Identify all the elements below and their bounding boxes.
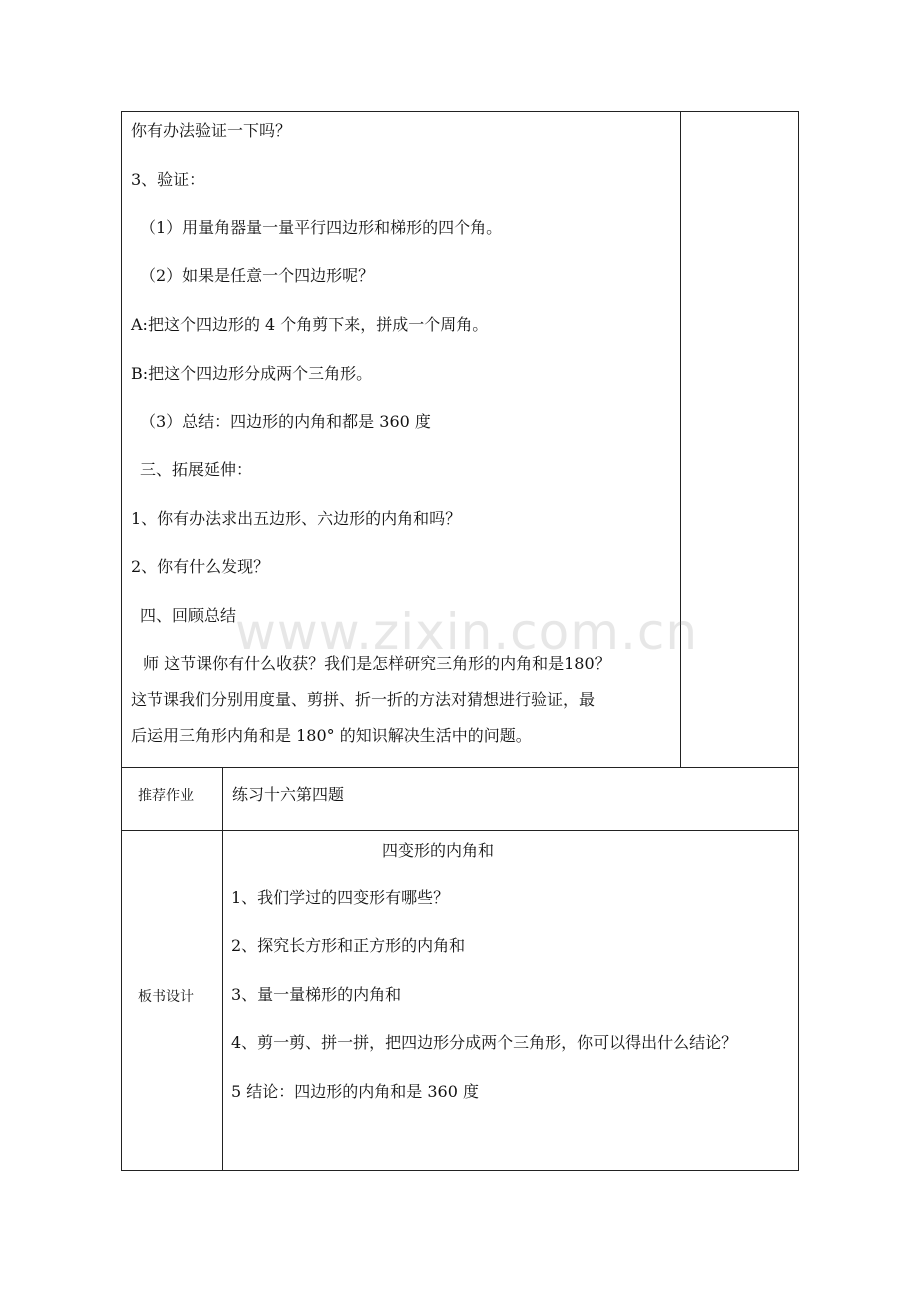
upper-line: 你有办法验证一下吗？ (131, 121, 292, 140)
upper-inner-divider (680, 111, 681, 768)
board-design-label: 板书设计 (138, 989, 194, 1005)
table-right-border (798, 111, 799, 1171)
upper-line: （3）总结：四边形的内角和都是 360 度 (140, 412, 431, 431)
board-design-line: 4、剪一剪、拼一拼，把四边形分成两个三角形，你可以得出什么结论？ (231, 1033, 738, 1052)
board-design-line: 1、我们学过的四变形有哪些？ (231, 888, 450, 907)
upper-line: 1、你有办法求出五边形、六边形的内角和吗？ (131, 509, 462, 528)
upper-line: （2）如果是任意一个四边形呢？ (140, 266, 375, 285)
upper-line: 3、验证： (131, 170, 206, 189)
upper-line: 2、你有什么发现？ (131, 557, 270, 576)
watermark: www.zixin.com.cn (235, 603, 699, 661)
upper-line: 后运用三角形内角和是 180° 的知识解决生活中的问题。 (131, 726, 532, 745)
section-heading: 三、拓展延伸： (140, 460, 253, 479)
upper-line: A:把这个四边形的 4 个角剪下来，拼成一个周角。 (131, 315, 489, 334)
label-column-divider (222, 767, 223, 1171)
table-top-border (121, 111, 799, 112)
table-left-border (121, 111, 122, 1171)
section-heading: 四、回顾总结 (140, 606, 237, 625)
homework-content: 练习十六第四题 (232, 785, 345, 804)
board-design-title: 四变形的内角和 (382, 841, 495, 860)
board-design-line: 5 结论：四边形的内角和是 360 度 (231, 1082, 479, 1101)
upper-line: B:把这个四边形分成两个三角形。 (131, 364, 373, 383)
homework-label: 推荐作业 (138, 788, 194, 804)
board-design-line: 2、探究长方形和正方形的内角和 (231, 936, 466, 955)
upper-line: 师 这节课你有什么收获？我们是怎样研究三角形的内角和是180？ (143, 654, 611, 673)
upper-line: 这节课我们分别用度量、剪拼、折一折的方法对猜想进行验证，最 (131, 690, 596, 709)
upper-line: （1）用量角器量一量平行四边形和梯形的四个角。 (140, 218, 503, 237)
board-design-line: 3、量一量梯形的内角和 (231, 985, 402, 1004)
